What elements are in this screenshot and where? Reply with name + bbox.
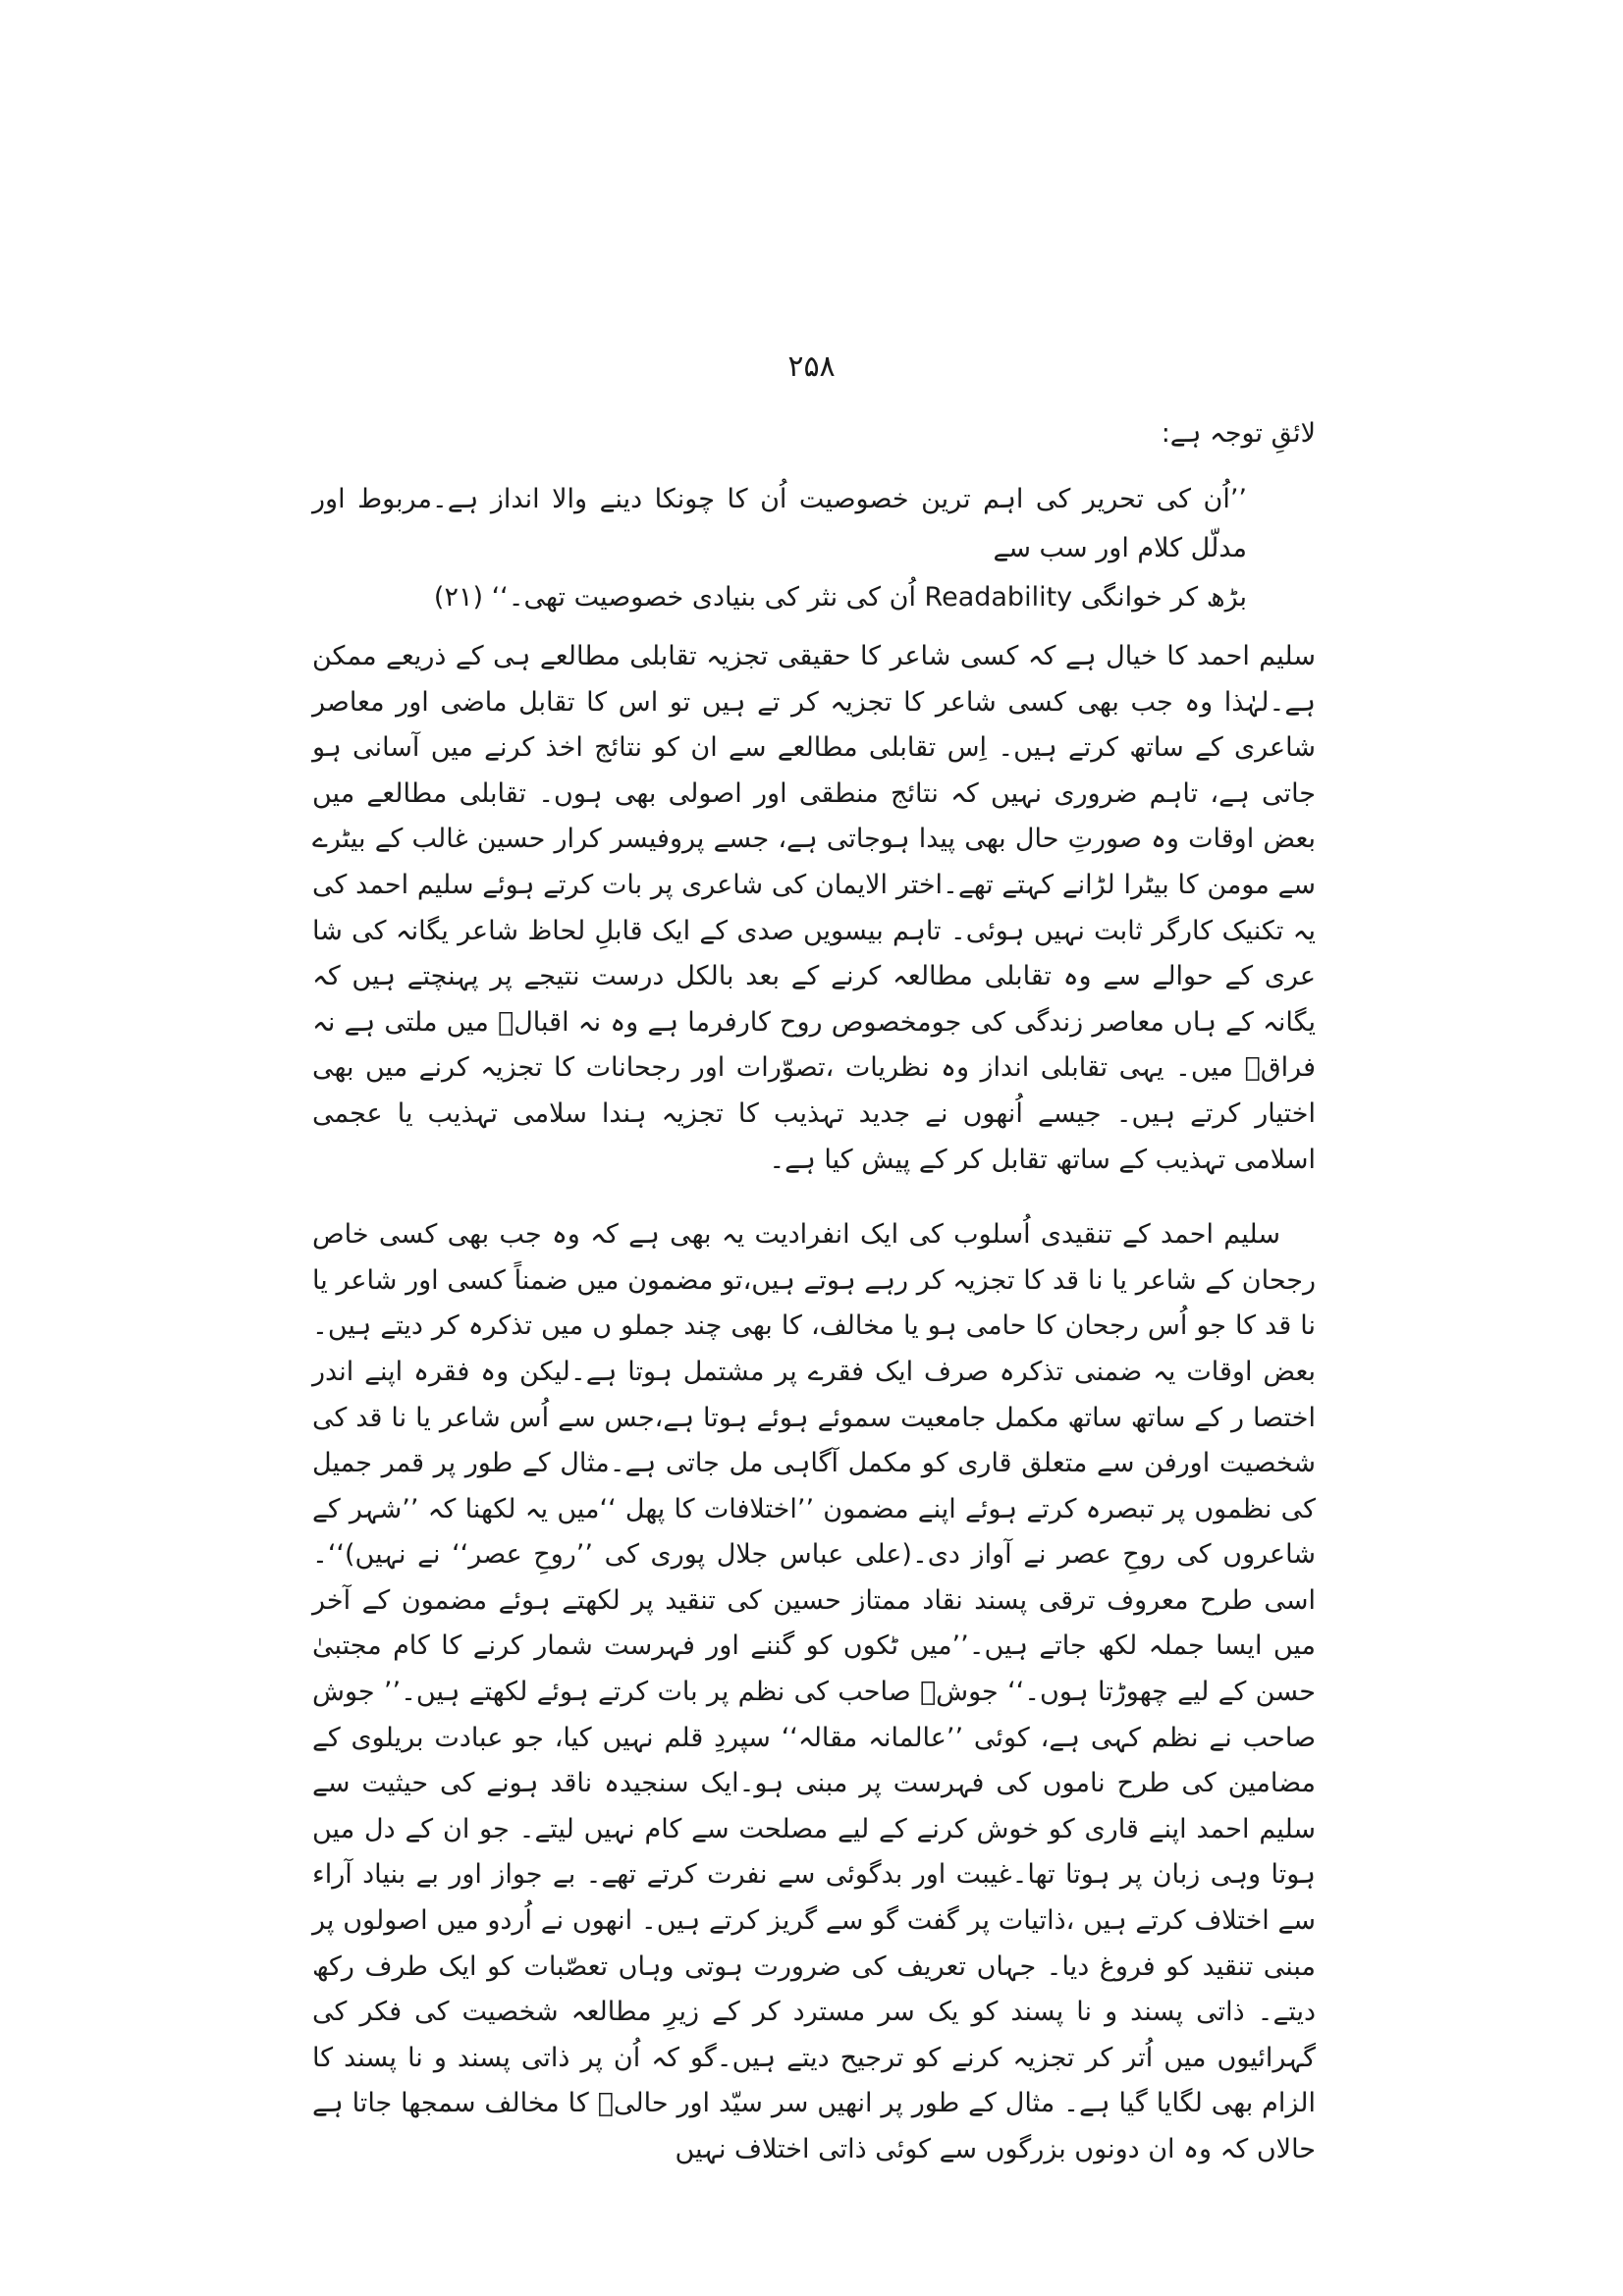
body-paragraph-2: سلیم احمد کے تنقیدی اُسلوب کی ایک انفرادیت یہ بھی ہے کہ وہ جب بھی کسی خاص رجحان کے شاعر یا نا قد کا تجزیہ کر رہے ہوتے ہیں،تو مضمون میں ضمناً کسی اور شاعر یا نا قد کا جو اُس رجحان کا حامی ہو یا مخالف، کا بھی چند جملو ں میں تذکرہ کر دیتے ہیں۔بعض اوقات یہ ضمنی تذکرہ صرف ایک فقرے پر مشتمل ہوتا ہے۔لیکن وہ فقرہ اپنے اندر اختصا ر کے ساتھ ساتھ مکمل جامعیت سموئے ہوئے ہوتا ہے،جس سے اُس شاعر یا نا قد کی شخصیت اورفن سے متعلق قاری کو مکمل آگاہی مل جاتی ہے۔مثال کے طور پر قمر جمیل کی نظموں پر تبصرہ کرتے ہوئے اپنے مضمون ’’اختلافات کا پھل ‘‘میں یہ لکھنا کہ ’’شہر کے شاعروں کی روحِ عصر نے آواز دی۔(علی عباس جلال پوری کی ’’روحِ عصر‘‘ نے نہیں)‘‘۔اسی طرح معروف ترقی پسند نقاد ممتاز حسین کی تنقید پر لکھتے ہوئے مضمون کے آخر میں ایسا جملہ لکھ جاتے ہیں۔’’میں ٹکوں کو گننے اور فہرست شمار کرنے کا کام مجتبیٰ حسن کے لیے چھوڑتا ہوں۔‘‘ جوشؔ صاحب کی نظم پر بات کرتے ہوئے لکھتے ہیں۔’’ جوش صاحب نے نظم کہی ہے، کوئی ’’عالمانہ مقالہ‘‘ سپردِ قلم نہیں کیا، جو عبادت بریلوی کے مضامین کی طرح ناموں کی فہرست پر مبنی ہو۔ایک سنجیدہ ناقد ہونے کی حیثیت سے سلیم احمد اپنے قاری کو خوش کرنے کے لیے مصلحت سے کام نہیں لیتے۔ جو ان کے دل میں ہوتا وہی زبان پر ہوتا تھا۔غیبت اور بدگوئی سے نفرت کرتے تھے۔ بے جواز اور بے بنیاد آراء سے اختلاف کرتے ہیں ،ذاتیات پر گفت گو سے گریز کرتے ہیں۔ انھوں نے اُردو میں اصولوں پر مبنی تنقید کو فروغ دیا۔ جہاں تعریف کی ضرورت ہوتی وہاں تعصّبات کو ایک طرف رکھ دیتے۔ ذاتی پسند و نا پسند کو یک سر مسترد کر کے زیرِ مطالعہ شخصیت کی فکر کی گہرائیوں میں اُتر کر تجزیہ کرنے کو ترجیح دیتے ہیں۔گو کہ اُن پر ذاتی پسند و نا پسند کا الزام بھی لگایا گیا ہے۔ مثال کے طور پر انھیں سر سیّد اور حالیؔ کا مخالف سمجھا جاتا ہے حالاں کہ وہ ان دونوں بزرگوں سے کوئی ذاتی اختلاف نہیں (312, 1219, 1316, 2164)
quote-line-2: بڑھ کر خوانگی Readability اُن کی نثر کی بنیادی خصوصیت تھی۔‘‘ (۲۱) (433, 582, 1247, 613)
intro-line: لائقِ توجہ ہے: (1161, 418, 1316, 449)
page-number: ۲۵۸ (787, 349, 836, 384)
body-paragraph-1: سلیم احمد کا خیال ہے کہ کسی شاعر کا حقیقی تجزیہ تقابلی مطالعے ہی کے ذریعے ممکن ہے۔لہٰذا وہ جب بھی کسی شاعر کا تجزیہ کر تے ہیں تو اس کا تقابل ماضی اور معاصر شاعری کے ساتھ کرتے ہیں۔ اِس تقابلی مطالعے سے ان کو نتائج اخذ کرنے میں آسانی ہو جاتی ہے، تاہم ضروری نہیں کہ نتائج منطقی اور اصولی بھی ہوں۔ تقابلی مطالعے میں بعض اوقات وہ صورتِ حال بھی پیدا ہوجاتی ہے، جسے پروفیسر کرار حسین غالب کے بیٹرے سے مومن کا بیٹرا لڑانے کہتے تھے۔اختر الایمان کی شاعری پر بات کرتے ہوئے سلیم احمد کی یہ تکنیک کارگر ثابت نہیں ہوئی۔ تاہم بیسویں صدی کے ایک قابلِ لحاظ شاعر یگانہ کی شا عری کے حوالے سے وہ تقابلی مطالعہ کرنے کے بعد بالکل درست نتیجے پر پہنچتے ہیں کہ یگانہ کے ہاں معاصر زندگی کی جومخصوص روح کارفرما ہے وہ نہ اقبالؔ میں ملتی ہے نہ فراقؔ میں۔ یہی تقابلی انداز وہ نظریات ،تصوّرات اور رجحانات کا تجزیہ کرنے میں بھی اختیار کرتے ہیں۔ جیسے اُنھوں نے جدید تہذیب کا تجزیہ ہندا سلامی تہذیب یا عجمی اسلامی تہذیب کے ساتھ تقابل کر کے پیش کیا ہے۔ (312, 641, 1316, 1175)
page-body (312, 412, 1316, 2173)
quote-line-1: ’’اُن کی تحریر کی اہم ترین خصوصیت اُن کا چونکا دینے والا انداز ہے۔مربوط اور مدلّل کلام اور سب سے (312, 484, 1247, 563)
block-quote (312, 475, 1247, 622)
